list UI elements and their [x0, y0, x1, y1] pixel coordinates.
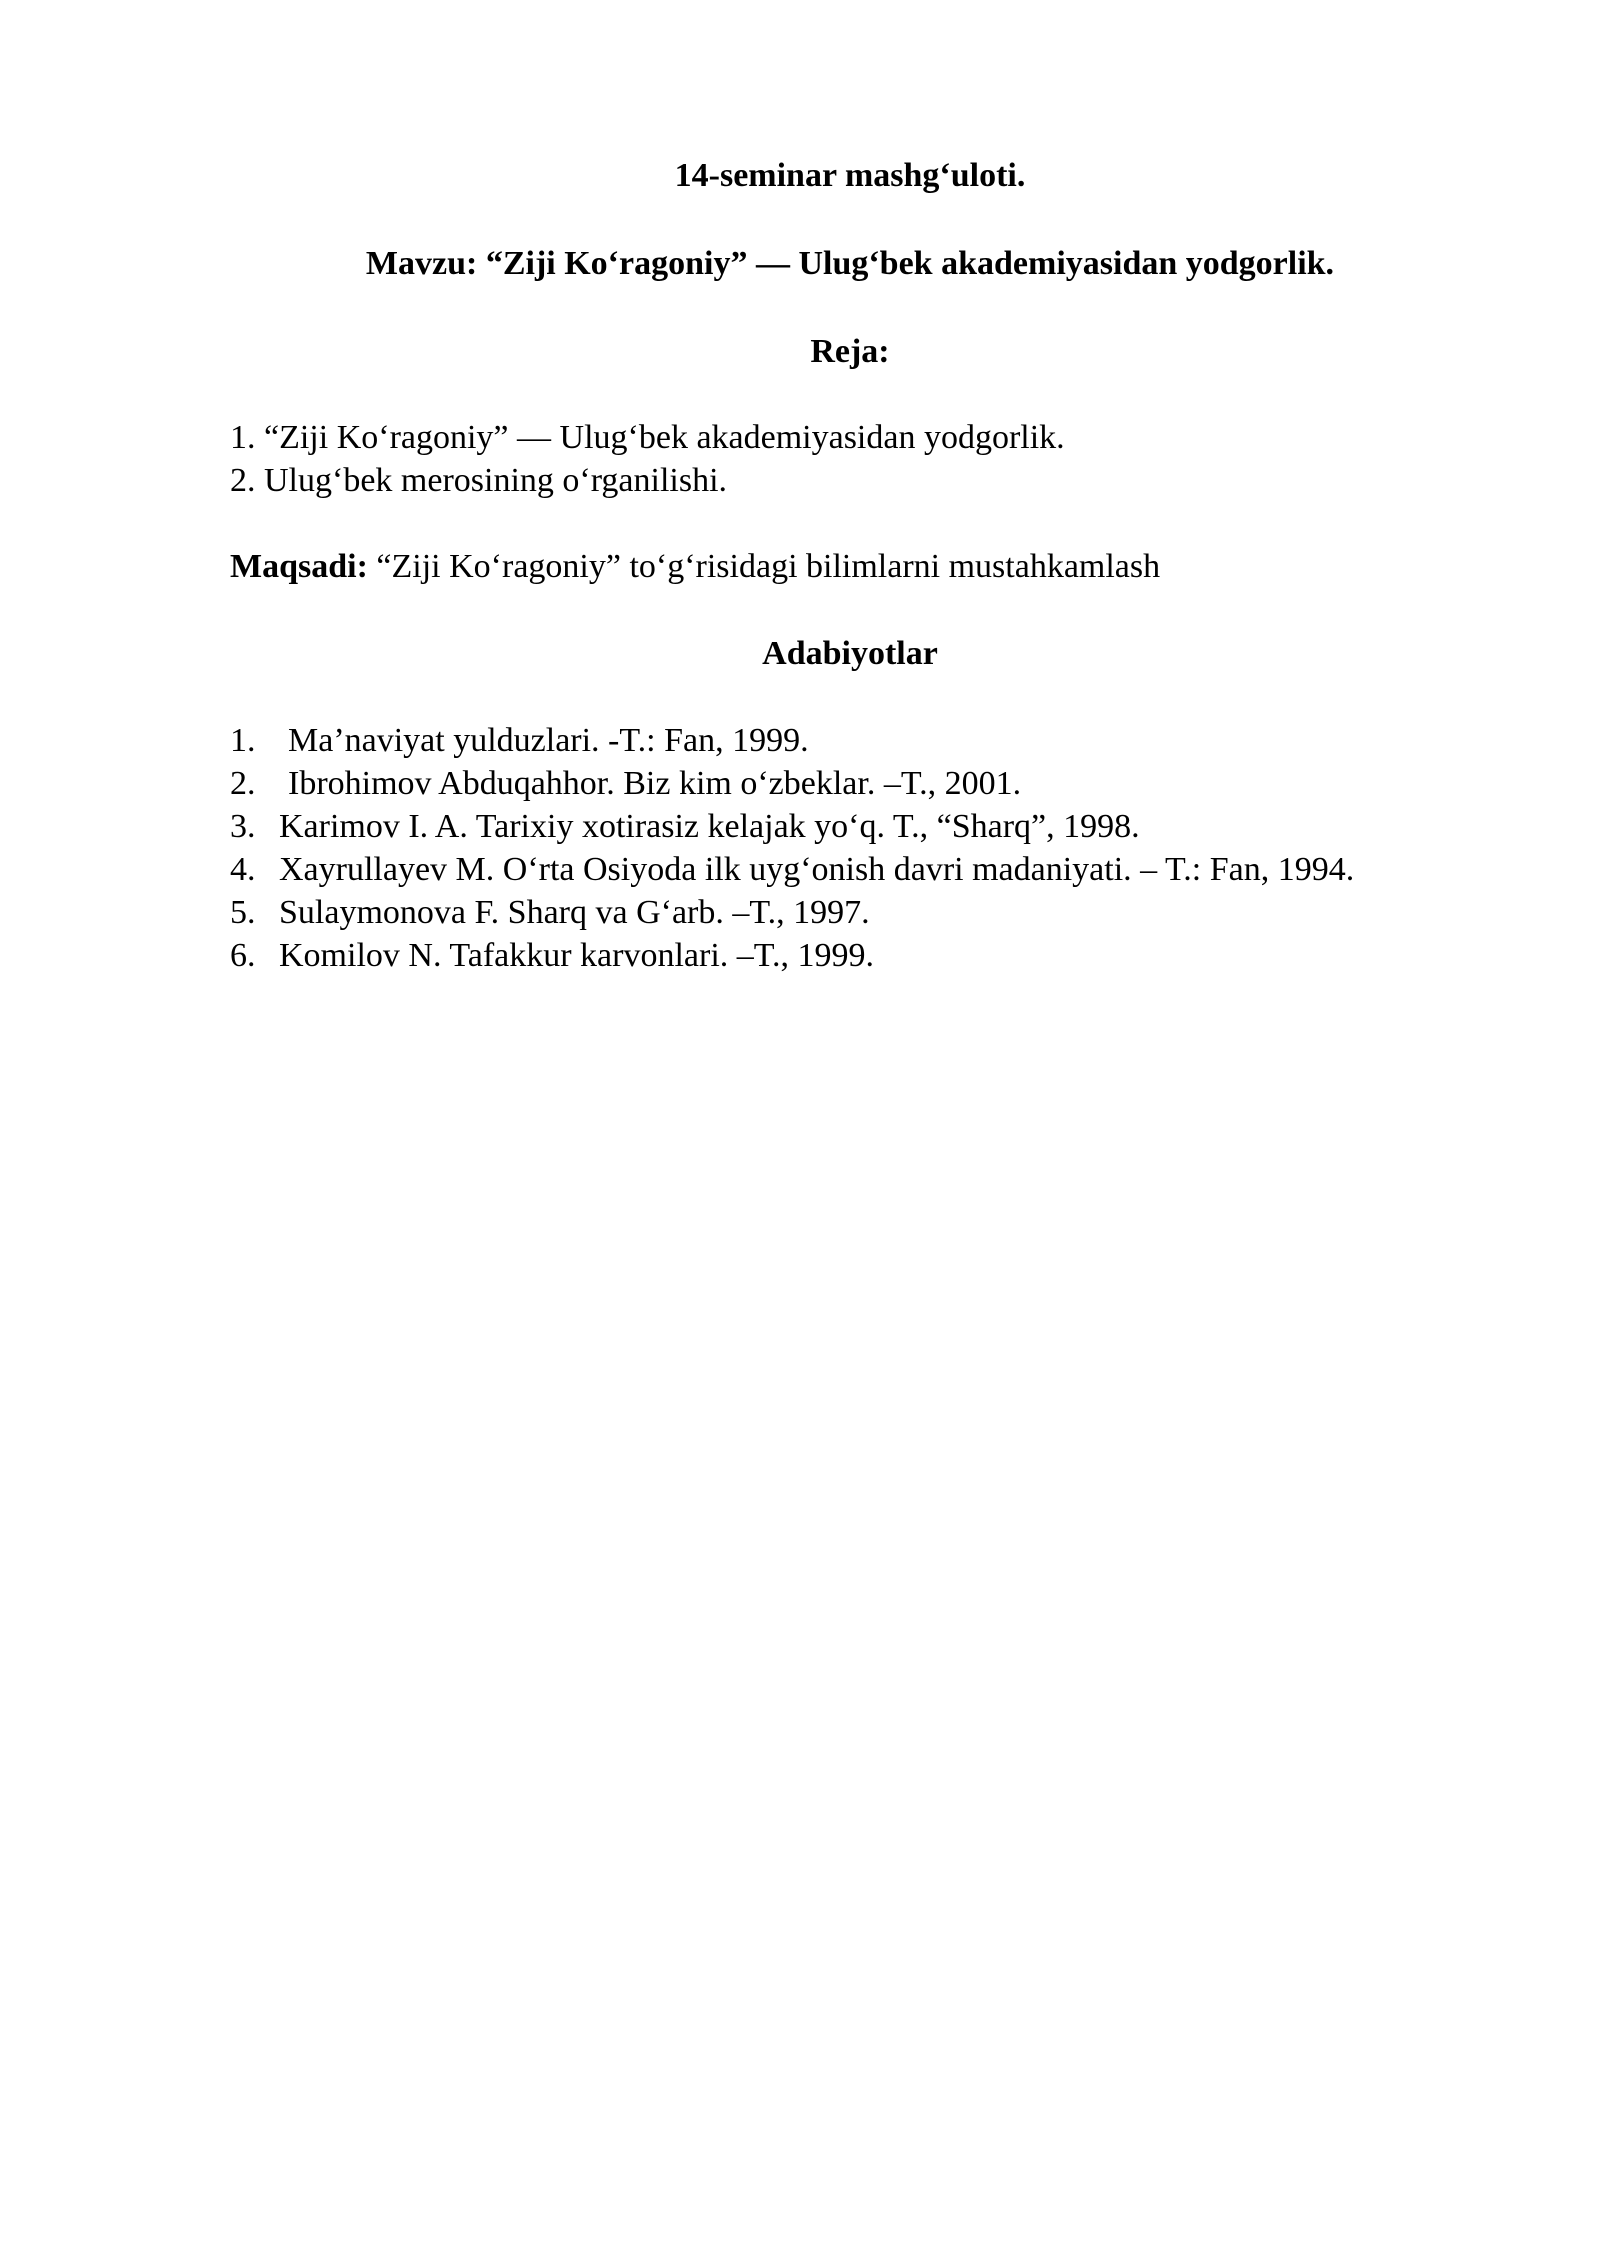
seminar-heading: 14-seminar mashg‘uloti.: [674, 157, 1026, 194]
literature-title: Adabiyotlar: [762, 635, 938, 672]
literature-text: Komilov N. Tafakkur karvonlari. –T., 1999.: [279, 937, 875, 974]
literature-number: 6.: [230, 937, 256, 974]
literature-item: [230, 850, 1354, 890]
literature-item: [230, 936, 874, 976]
plan-title: Reja:: [810, 333, 890, 370]
literature-text: Ma’naviyat yulduzlari. -T.: Fan, 1999.: [288, 722, 809, 759]
literature-item: [230, 893, 870, 933]
topic-heading: Mavzu: “Ziji Ko‘ragoniy” — Ulug‘bek akademiyasidan yodgorlik.: [365, 245, 1335, 282]
literature-number: 1.: [230, 722, 256, 759]
goal-text: “Ziji Ko‘ragoniy” to‘g‘risidagi bilimlarni mustahkamlash: [367, 548, 1161, 585]
plan-item-1: 1. “Ziji Ko‘ragoniy” — Ulug‘bek akademiyasidan yodgorlik.: [230, 419, 1065, 456]
literature-number: 4.: [230, 851, 256, 888]
literature-item: [230, 807, 1140, 847]
goal-paragraph: [230, 547, 1160, 587]
literature-number: 5.: [230, 894, 256, 931]
literature-number: 3.: [230, 808, 256, 845]
literature-text: Xayrullayev M. O‘rta Osiyoda ilk uyg‘onish davri madaniyati. – T.: Fan, 1994.: [279, 851, 1355, 888]
literature-text: Ibrohimov Abduqahhor. Biz kim o‘zbeklar. –T., 2001.: [288, 765, 1022, 802]
literature-item: [230, 721, 809, 761]
literature-text: Karimov I. A. Tarixiy xotirasiz kelajak yo‘q. T., “Sharq”, 1998.: [279, 808, 1140, 845]
literature-item: [230, 764, 1021, 804]
literature-text: Sulaymonova F. Sharq va G‘arb. –T., 1997.: [279, 894, 870, 931]
plan-item-2: 2. Ulug‘bek merosining o‘rganilishi.: [230, 462, 728, 499]
goal-label: Maqsadi:: [230, 548, 368, 585]
literature-number: 2.: [230, 765, 256, 802]
